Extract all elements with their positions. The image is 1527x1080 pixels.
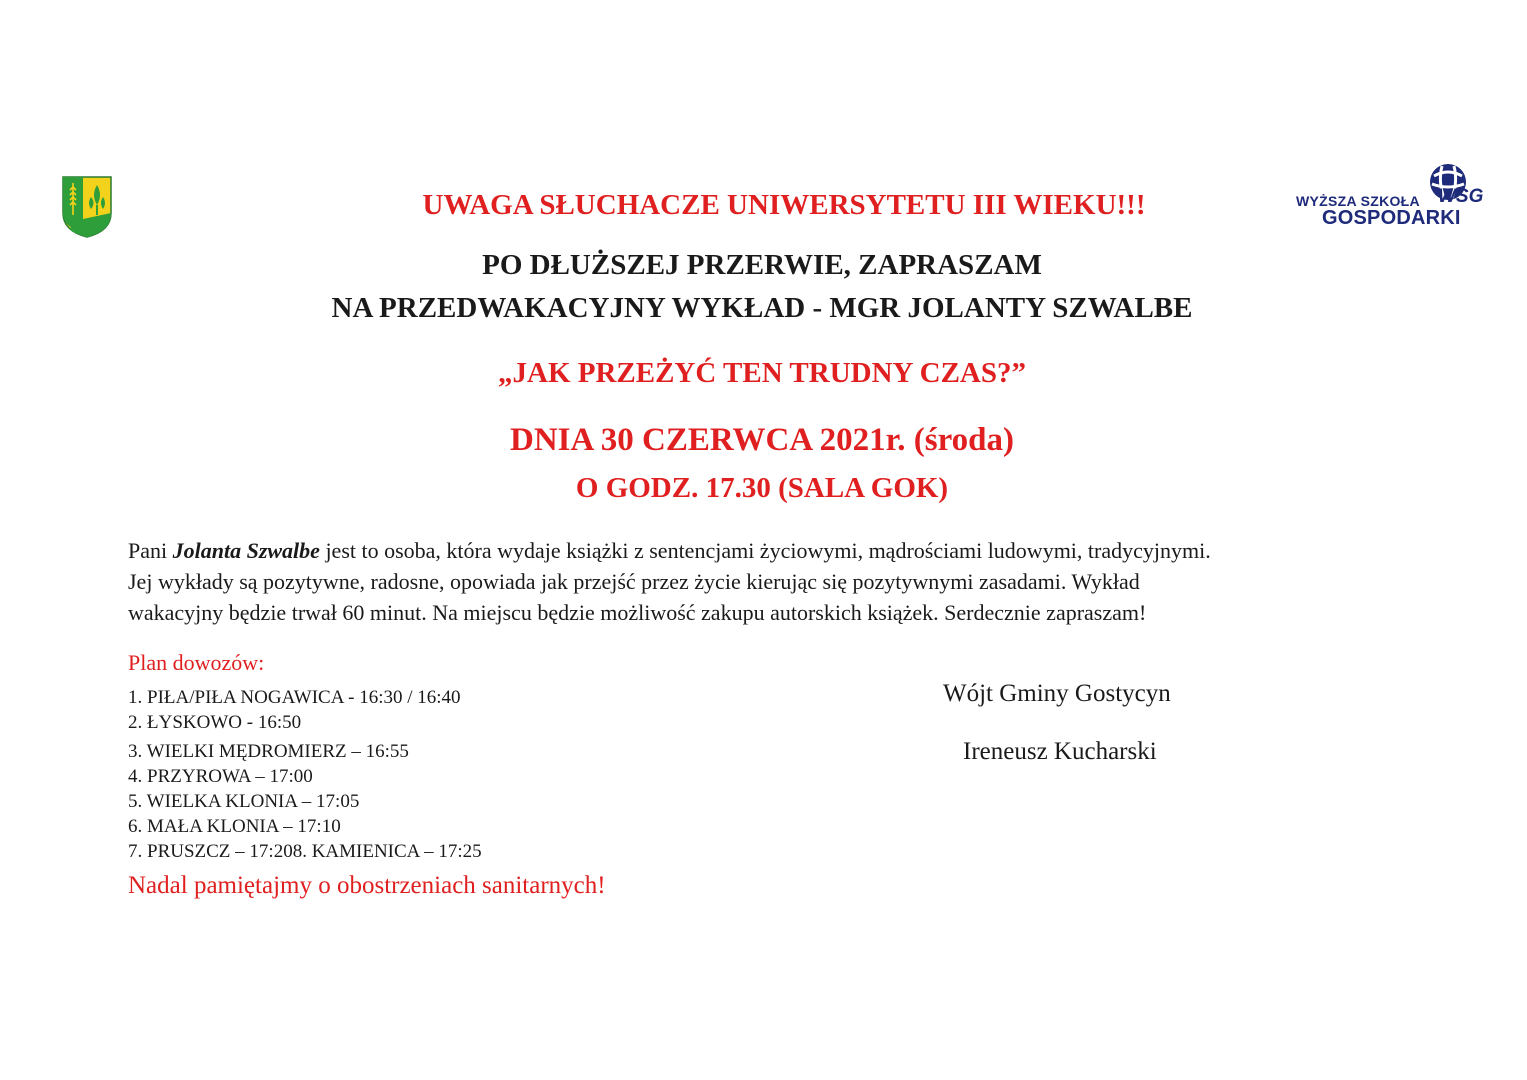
invite-line-1: PO DŁUŻSZEJ PRZERWIE, ZAPRASZAM: [482, 249, 1042, 281]
description-line-3: wakacyjny będzie trwał 60 minut. Na miejscu będzie możliwość zakupu autorskich książek. Serdecznie zapraszam!: [128, 600, 1147, 625]
event-time-place: O GODZ. 17.30 (SALA GOK): [575, 472, 949, 504]
speaker-name: Jolanta Szwalbe: [172, 538, 320, 563]
sanitary-reminder: Nadal pamiętajmy o obostrzeniach sanitarnych!: [128, 872, 606, 899]
signature-title: Wójt Gminy Gostycyn: [943, 680, 1171, 707]
route-item: 1. PIŁA/PIŁA NOGAWICA - 16:30 / 16:40: [128, 687, 461, 708]
wsg-line1: WYŻSZA SZKOŁA: [1296, 193, 1420, 209]
routes-list: [128, 685, 482, 864]
plan-title: Plan dowozów:: [128, 650, 265, 675]
route-item: 7. PRUSZCZ – 17:208. KAMIENICA – 17:25: [128, 841, 482, 862]
description-line-2: Jej wykłady są pozytywne, radosne, opowiada jak przejść przez życie kierując się pozytywnymi zasadami. Wykład: [128, 569, 1140, 594]
route-item: 5. WIELKA KLONIA – 17:05: [128, 791, 360, 812]
event-date: DNIA 30 CZERWCA 2021r. (środa): [510, 422, 1014, 458]
description-paragraph: [128, 535, 1408, 628]
wsg-line2: GOSPODARKI: [1322, 207, 1461, 229]
lecture-title: „JAK PRZEŻYĆ TEN TRUDNY CZAS?”: [498, 357, 1026, 389]
description-line-1-rest: jest to osoba, która wydaje książki z sentencjami życiowymi, mądrościami ludowymi, tradycyjnymi.: [319, 538, 1211, 563]
alert-heading: UWAGA SŁUCHACZE UNIWERSYTETU III WIEKU!!!: [422, 189, 1146, 221]
wsg-mark: WSG: [1438, 186, 1484, 207]
route-item: 4. PRZYROWA – 17:00: [128, 766, 313, 787]
description-prefix: Pani: [128, 538, 173, 563]
invite-line-2: NA PRZEDWAKACYJNY WYKŁAD - MGR JOLANTY SZWALBE: [331, 292, 1193, 324]
description-line-1: [128, 535, 1408, 566]
gmina-crest-icon: [61, 175, 113, 239]
wsg-logo: [1292, 160, 1492, 232]
route-item: 3. WIELKI MĘDROMIERZ – 16:55: [128, 741, 409, 762]
signature-name: Ireneusz Kucharski: [963, 738, 1157, 765]
route-item: 6. MAŁA KLONIA – 17:10: [128, 816, 341, 837]
route-item: 2. ŁYSKOWO - 16:50: [128, 712, 302, 733]
